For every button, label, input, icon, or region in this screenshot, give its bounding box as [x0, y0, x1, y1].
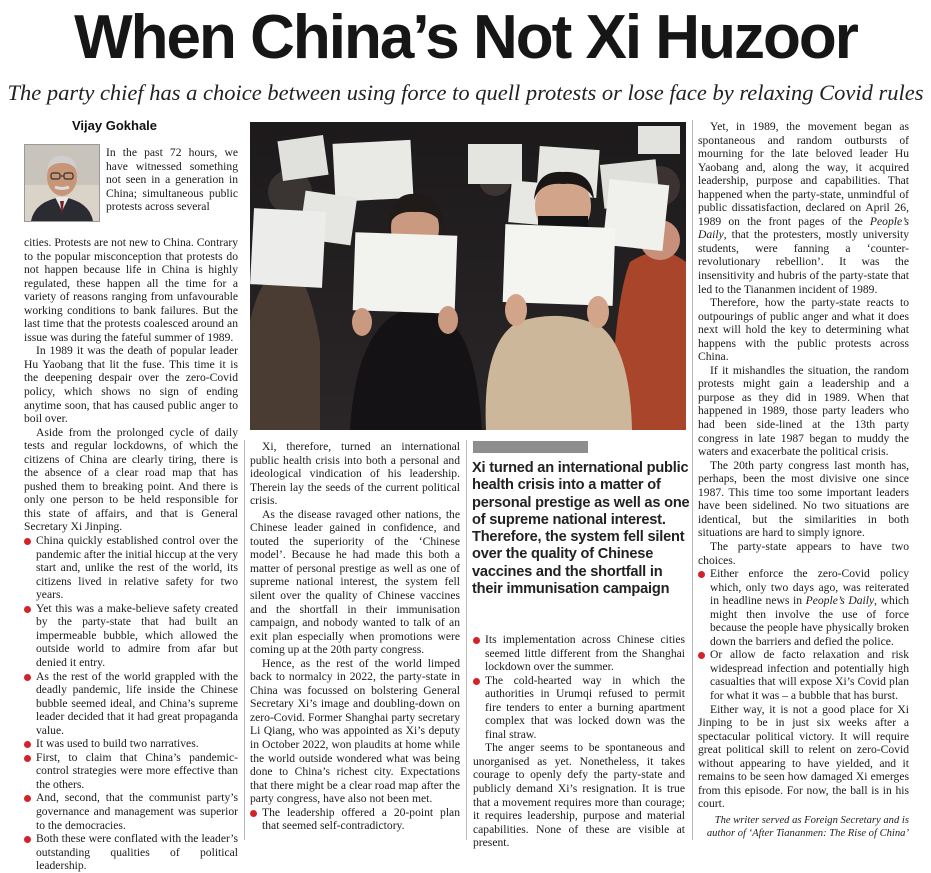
- col4-bullet-1-part-b: , which might then involve the use of force because the people have physically broken down the barriers and defied the police.: [710, 594, 909, 648]
- col1-bullet-5: First, to claim that China’s pandemic-control strategies were more effective than the others.: [24, 751, 238, 792]
- col4-bullet-list: [698, 567, 909, 702]
- byline: Vijay Gokhale: [72, 118, 158, 133]
- col1-para-1a: In the past 72 hours, we have witnessed something not seen in a generation in China; simultaneous public protests across several: [106, 146, 238, 214]
- pullquote: Xi turned an international public health crisis into a matter of personal prestige as well as one of supreme national interest. Therefore, the system fell silent over the quality of Chinese vaccines and the shortfall in their immunisation campaign: [472, 460, 690, 598]
- column-1: [24, 236, 238, 873]
- col1-bullet-4: It was used to build two narratives.: [24, 737, 238, 751]
- col4-para-5: The party-state appears to have two choices.: [698, 539, 909, 567]
- pullquote-bar: [473, 441, 588, 453]
- author-photo: [24, 144, 100, 222]
- col4-para-4: The 20th party congress last month has, perhaps, been the most divisive one since 1987. This time too some important leaders have been sidelined. No two situations are identical, but the similarities in both situations are hard to simply ignore.: [698, 458, 909, 540]
- col4-para-3: If it mishandles the situation, the random protests might gain a leadership and a purpose as they did in 1989. When that happened in 1989, those party leaders who had been side-lined at the 13th party congress in late 1987 began to muddy the waters and exacerbate the political crisis.: [698, 363, 909, 459]
- col2-bullet-list: [250, 806, 460, 833]
- column-3: [473, 633, 685, 850]
- protest-photo: [250, 122, 686, 430]
- col3-bullet-1: Its implementation across Chinese cities seemed little different from the Shanghai lockdown over the summer.: [473, 633, 685, 674]
- column-1-top: [106, 146, 238, 214]
- column-4: [698, 120, 909, 811]
- col4-para-1-part-a: Yet, in 1989, the movement began as spontaneous and random outbursts of mourning for the late beloved leader Hu Yaobang and, along the way, it acquired leadership, purpose and capabilities. That happened when the party-state, unmindful of public dissatisfaction, declared on April 26, 1989 on the front pages of the: [698, 120, 909, 228]
- col2-bullet-1: The leadership offered a 20-point plan that seemed self-contradictory.: [250, 806, 460, 833]
- author-credit-line-1: The writer served as Foreign Secretary and is: [714, 815, 909, 826]
- author-credit: [697, 815, 909, 841]
- column-rule-2: [466, 440, 467, 840]
- peoples-daily-italic-1: People’s Daily: [698, 214, 909, 242]
- col4-bullet-2: Or allow de facto relaxation and risk widespread infection and potentially high casualties that will expose Xi’s Covid plan for what it was – a bubble that has burst.: [698, 648, 909, 702]
- author-portrait-image: [25, 145, 99, 221]
- deck-subheadline: The party chief has a choice between using force to quell protests or lose face by relaxing Covid rules: [7, 80, 924, 105]
- col4-bullet-1: [698, 567, 909, 648]
- col1-bullet-3: As the rest of the world grappled with the deadly pandemic, life inside the Chinese bubble seemed ideal, and China’s supreme leader decided that it had great propaganda value.: [24, 670, 238, 738]
- col1-bullet-6: And, second, that the communist party’s governance and management was superior to the democracies.: [24, 791, 238, 832]
- col1-para-2: In 1989 it was the death of popular leader Hu Yaobang that lit the fuse. This time it is the deepening despair over the zero-Covid policy, which shows no sign of ending anytime soon, that has caused public anger to boil over.: [24, 344, 238, 426]
- col3-bullet-list: [473, 633, 685, 741]
- col3-bullet-2: The cold-hearted way in which the authorities in Urumqi refused to permit fire tenders to enter a burning apartment complex that was locked down was the final straw.: [473, 674, 685, 742]
- col4-para-6: Either way, it is not a good place for Xi Jinping to be in just six weeks after a spectacular political victory. It will require great political skill to relent on zero-Covid without appearing to have yielded, and it remains to be seen how damaged Xi emerges from this episode. For now, the ball is in his court.: [698, 702, 909, 811]
- col1-bullet-7: Both these were conflated with the leader’s outstanding qualities of political leadership.: [24, 832, 238, 873]
- headline: When China’s Not Xi Huzoor: [74, 3, 857, 72]
- col1-para-3: Aside from the prolonged cycle of daily tests and regular lockdowns, of which the citizens of China are clearly tiring, there is the absence of a clear road map that has pushed them to breaking point. And there is only one person to be held responsible for this state of affairs, and that is General Secretary Xi Jinping.: [24, 425, 238, 534]
- col4-para-1-part-b: , that the protesters, mostly university students, were fanning a ‘counter-revolutionary rebellion’. It was the insensitivity and hubris of the party-state that led to the Tiananmen incident of 1989.: [698, 228, 909, 296]
- col2-para-3: Hence, as the rest of the world limped back to normalcy in 2022, the party-state in China was focussed on bolstering General Secretary Xi’s image and doubling-down on zero-Covid. Former Shanghai party secretary Li Qiang, who was appointed as Xi’s deputy in October 2022, won plaudits at home while the world outside wondered what was being done to China’s richest city. Expectations that there might be a clear road map after the party congress, have also not been met.: [250, 656, 460, 806]
- col1-bullet-list: [24, 534, 238, 873]
- protest-photo-image: [250, 122, 686, 430]
- col3-para-1: The anger seems to be spontaneous and unorganised as yet. Nonetheless, it takes courage to openly defy the party-state and publicly demand Xi’s resignation. It is true that a movement requires more than courage; it requires leadership, purpose and material capabilities. None of these are visible at present.: [473, 741, 685, 850]
- col1-para-1b: cities. Protests are not new to China. Contrary to the popular misconception that protests do not happen because life in China is highly regulated, these happen all the time for a variety of reasons ranging from unfavourable working conditions to bank failures. But the last time that the protests coalesced around an issue was during the fateful summer of 1989.: [24, 236, 238, 344]
- col4-bullet-1-part-a: Either enforce the zero-Covid policy which, only two days ago, was reiterated in headline news in: [710, 567, 909, 608]
- column-rule-3: [692, 120, 693, 840]
- col4-para-1: [698, 120, 909, 296]
- col4-para-2: Therefore, how the party-state reacts to outpourings of public anger and what it does next will hold the key to determining what happens with the public protests across China.: [698, 296, 909, 364]
- col2-para-2: As the disease ravaged other nations, the Chinese leader gained in confidence, and touted the superiority of the ‘Chinese model’. Because he had made this both a matter of personal prestige as well as one of supreme national interest, the system fell silent over the quality of Chinese vaccines and the shortfall in their immunisation campaign, and nobody wanted to talk of an exit plan especially when promotions were coming up at the 20th party congress.: [250, 507, 460, 657]
- col1-bullet-2: Yet this was a make-believe safety created by the party-state that had built an impermeable bubble, which allowed the outside world to admire from afar but denied it entry.: [24, 602, 238, 670]
- col2-para-1: Xi, therefore, turned an international public health crisis into both a personal and ideological vindication of his leadership. Therein lay the seeds of the current political crisis.: [250, 440, 460, 508]
- column-2: [250, 440, 460, 833]
- col1-bullet-1: China quickly established control over the pandemic after the initial hiccup at the very start and, unlike the rest of the world, its citizens lived in relative safety for two years.: [24, 534, 238, 602]
- author-credit-line-2: author of ‘After Tiananmen: The Rise of China’: [706, 827, 909, 839]
- peoples-daily-italic-2: People’s Daily: [805, 594, 875, 608]
- column-rule-1: [244, 440, 245, 840]
